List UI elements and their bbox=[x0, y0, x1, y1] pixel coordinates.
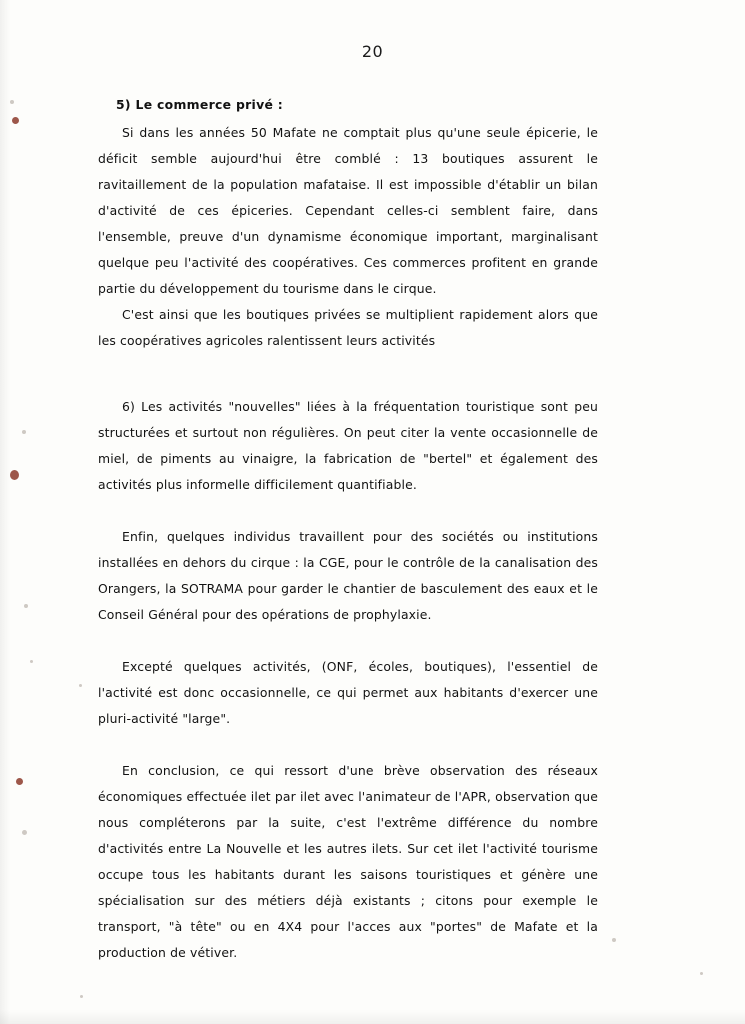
scan-speckle bbox=[79, 684, 82, 687]
paragraph-boutiques-privees: C'est ainsi que les boutiques privées se multiplient rapidement alors que les coopératives agricoles ralentissent leurs activités bbox=[98, 307, 598, 348]
paragraph-activites-nouvelles: 6) Les activités "nouvelles" liées à la fréquentation touristique sont peu structurées et surtout non régulières. On peut citer la vente occasionnelle de miel, de piments au vinaigre, la fabrication de "bertel" et également des activités plus informelle difficilement quantifiable. bbox=[98, 399, 598, 492]
scan-speckle bbox=[22, 430, 26, 434]
scan-speckle bbox=[10, 100, 14, 104]
paragraph-pluri-activite: Excepté quelques activités, (ONF, écoles, boutiques), l'essentiel de l'activité est donc occasionnelle, ce qui permet aux habitants d'exercer une pluri-activité "large". bbox=[98, 659, 598, 726]
page-edge-shadow bbox=[0, 0, 10, 1024]
scan-ink-blot bbox=[10, 470, 19, 480]
document-body bbox=[98, 92, 598, 966]
scan-speckle bbox=[700, 972, 703, 975]
scan-speckle bbox=[22, 830, 27, 835]
scan-speckle bbox=[612, 938, 616, 942]
scan-speckle bbox=[30, 660, 33, 663]
spacer bbox=[98, 628, 598, 654]
paragraph-conclusion: En conclusion, ce qui ressort d'une brève observation des réseaux économiques effectuée ilet par ilet avec l'animateur de l'APR, observation que nous compléterons par la suite, c'est l'extrême différence du nombre d'activités entre La Nouvelle et les autres ilets. Sur cet ilet l'activité tourisme occupe tous les habitants durant les saisons touristiques et génère une spécialisation sur des métiers déjà existants ; citons pour exemple le transport, "à tête" ou en 4X4 pour l'acces aux "portes" de Mafate et la production de vétiver. bbox=[98, 763, 598, 960]
spacer bbox=[98, 498, 598, 524]
paragraph-societes-institutions: Enfin, quelques individus travaillent pour des sociétés ou institutions installées en dehors du cirque : la CGE, pour le contrôle de la canalisation des Orangers, la SOTRAMA pour garder le chantier de basculement des eaux et le Conseil Général pour des opérations de prophylaxie. bbox=[98, 529, 598, 622]
scan-speckle bbox=[80, 995, 83, 998]
scan-ink-blot bbox=[12, 117, 19, 124]
paragraph-epiceries: Si dans les années 50 Mafate ne comptait plus qu'une seule épicerie, le déficit semble aujourd'hui être comblé : 13 boutiques assurent le ravitaillement de la population mafataise. Il est impossible d'établir un bilan d'activité de ces épiceries. Cependant celles-ci semblent faire, dans l'ensemble, preuve d'un dynamisme économique important, marginalisant quelque peu l'activité des coopératives. Ces commerces profitent en grande partie du développement du tourisme dans le cirque. bbox=[98, 125, 598, 296]
scan-speckle bbox=[24, 604, 28, 608]
scan-ink-blot bbox=[16, 778, 23, 785]
page-number: 20 bbox=[361, 42, 384, 61]
section-heading-commerce-prive: 5) Le commerce privé : bbox=[116, 97, 284, 112]
spacer bbox=[98, 732, 598, 758]
spacer bbox=[98, 354, 598, 394]
page-bottom-shadow bbox=[0, 1010, 745, 1024]
